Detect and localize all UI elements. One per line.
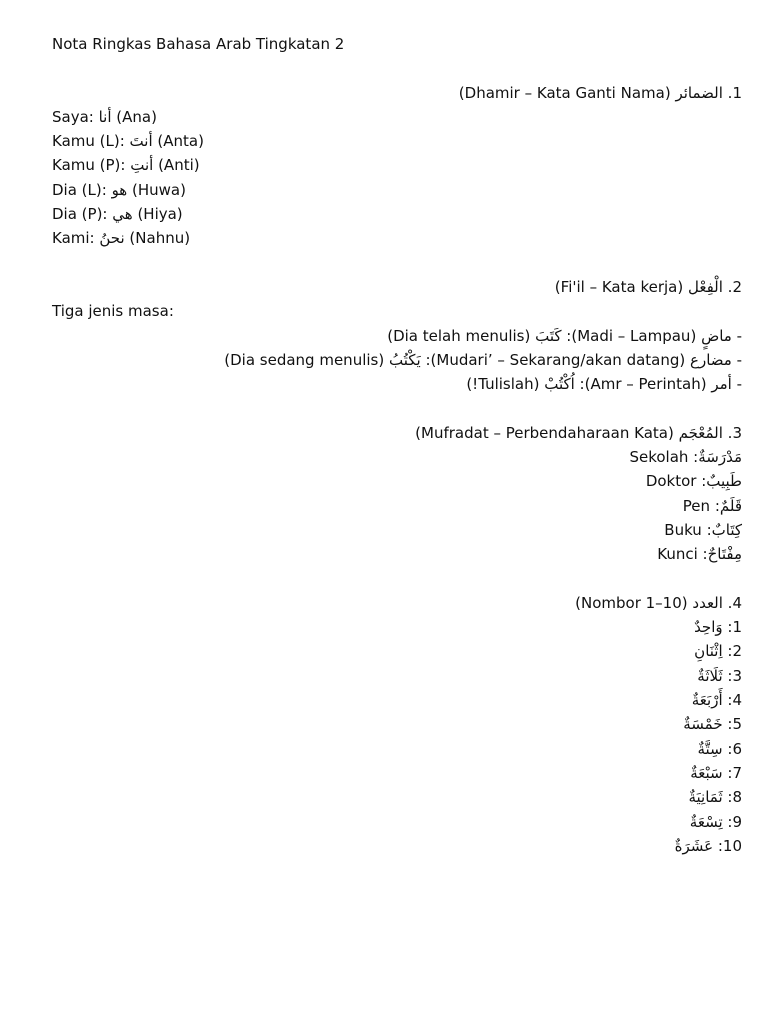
number-line: 2: اِثْنَانِ — [694, 642, 742, 661]
section-adad — [52, 591, 742, 858]
note-line: Kamu (L): أنتَ (Anta) — [52, 132, 204, 151]
note-line: Saya: أنا (Ana) — [52, 107, 157, 126]
section-heading: 3. المُعْجَم (Mufradat – Perbendaharaan Kata) — [415, 423, 742, 442]
section-heading: 4. العدد (Nombor 1–10) — [575, 593, 742, 612]
number-line: 10: عَشَرَةٌ — [674, 836, 742, 855]
vocab-line: قَلَمٌ: Pen — [682, 496, 742, 515]
note-line: - أمر (Amr – Perintah): اُكْتُبْ (Tulislah!) — [466, 375, 742, 394]
number-line: 6: سِتَّةٌ — [697, 739, 742, 758]
note-line: Dia (P): هي (Hiya) — [52, 205, 183, 224]
section-dhamir — [52, 81, 742, 251]
number-line: 7: سَبْعَةٌ — [690, 763, 742, 782]
section-mufradat — [52, 421, 742, 567]
vocab-line: مِفْتَاحٌ: Kunci — [657, 545, 742, 564]
section-heading: 2. الْفِعْل (Fi'il – Kata kerja) — [554, 277, 742, 296]
document-title: Nota Ringkas Bahasa Arab Tingkatan 2 — [52, 35, 345, 53]
note-line: Kami: نحنُ (Nahnu) — [52, 229, 191, 248]
number-line: 9: تِسْعَةٌ — [689, 812, 742, 831]
note-line: Kamu (P): أنتِ (Anti) — [52, 156, 200, 175]
number-line: 5: خَمْسَةٌ — [683, 715, 742, 734]
number-line: 4: أَرْبَعَةٌ — [691, 691, 742, 710]
vocab-line: طَبِيبٌ: Doktor — [645, 472, 742, 491]
document-page — [52, 32, 742, 858]
number-line: 1: وَاحِدٌ — [694, 618, 742, 637]
vocab-line: مَدْرَسَةٌ: Sekolah — [629, 448, 742, 467]
number-line: 3: ثَلَاثَةٌ — [697, 666, 742, 685]
number-line: 8: ثَمَانِيَةٌ — [688, 788, 742, 807]
note-line: Dia (L): هو (Huwa) — [52, 180, 186, 199]
note-line: Tiga jenis masa: — [52, 302, 174, 321]
section-fiil — [52, 275, 742, 396]
section-heading: 1. الضمائر (Dhamir – Kata Ganti Nama) — [458, 83, 742, 102]
vocab-line: كِتَابٌ: Buku — [664, 520, 742, 539]
note-line: - مضارع (Mudari’ – Sekarang/akan datang): يَكْتُبُ (Dia sedang menulis) — [224, 350, 742, 369]
note-line: - ماضٍ (Madi – Lampau): كَتَبَ (Dia telah menulis) — [387, 326, 742, 345]
